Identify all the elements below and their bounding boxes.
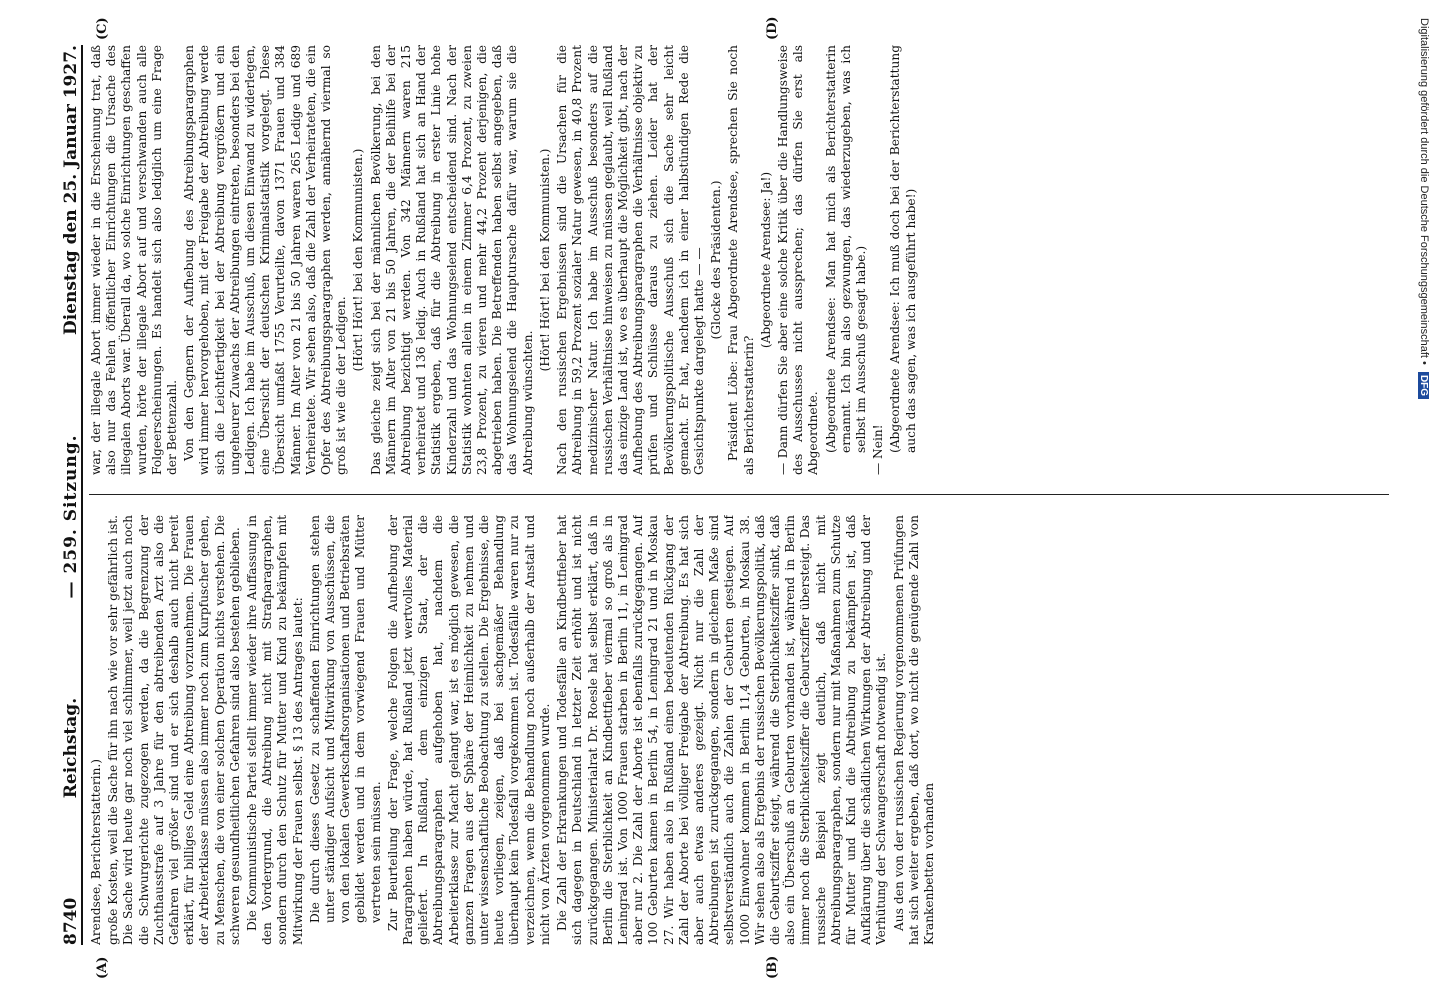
page-header [45, 45, 83, 945]
page-number: 8740 [61, 897, 81, 945]
credit-text: Digitalisierung gefördert durch die Deutsche Forschungsgemeinschaft • [1418, 18, 1430, 365]
paragraph: war, der illegale Abort immer wieder in die Erscheinung trat, daß also nur das Fehlen öffentlicher Einrichtungen die Ursache des illegalen Aborts war. Überall da, wo solche Einrichtungen geschaffen wurden, hörte der illegale Abort auf und verschwanden auch alle Folgeerscheinungen. Es handelt sich also lediglich um eine Frage der Bettenzahl. [89, 45, 180, 475]
session-date: Dienstag den 25. Januar 1927. [61, 45, 81, 336]
session-title: — 259. Sitzung. [61, 434, 81, 599]
paragraph: — Nein! [871, 424, 886, 475]
dfg-logo: DFG [1418, 372, 1429, 399]
document-page [45, 16, 1405, 979]
paragraph: große Kosten, weil die Sache für ihn nach wie vor sehr gefährlich ist. Die Sache wird heute gar noch viel schlimmer, weil jetzt auch noch die Schwurgerichte zugezogen werden, da die Begrenzung der Zuchthausstrafe auf 3 Jahre für den abtreibenden Arzt also die Gefahren viel größer sind und er sich deshalb auch nicht bereit erklärt, für billiges Geld eine Abtreibung vorzunehmen. Die Frauen der Arbeiterklasse müssen also immer noch zum Kurpfuscher gehen, zu Menschen, die von einer solchen Operation nichts verstehen. Die schweren gesundheitlichen Gefahren sind also bestehen geblieben. [106, 515, 242, 945]
column-divider [89, 494, 1389, 495]
paragraph: Zur Beurteilung der Frage, welche Folgen die Aufhebung der Paragraphen haben würde, hat Rußland jetzt wertvolles Material geliefert. In Rußland, dem einzigen Staat, der die Abtreibungsparagraphen aufgehoben hat, nachdem die Arbeiterklasse zur Macht gelangt war, ist es möglich gewesen, die ganzen Fragen aus der Sphäre der Heimlichkeit zu nehmen und unter wissenschaftliche Beobachtung zu stellen. Die Ergebnisse, die heute vorliegen, zeigen, daß bei sachgemäßer Behandlung überhaupt kein Todesfall vorgekommen ist. Todesfälle waren nur zu verzeichnen, wenn die Behandlung noch außerhalb der Anstalt und nicht von Ärzten vorgenommen wurde. [385, 515, 552, 945]
interjection: (Hört! Hört! bei den Kommunisten.) [537, 148, 552, 372]
paragraph: Die Kommunistische Partei stellt immer wieder ihre Auffassung in den Vordergrund, die Abtreibung nicht mit Strafparagraphen, sondern durch den Schutz für Mutter und Kind zu bekämpfen mit Mitwirkung der Frauen selbst. § 13 des Antrages lautet: [245, 515, 305, 945]
interjection: (Abgeordnete Arendsee: Ich muß doch bei der Berichterstattung auch das sagen, was ich ausgeführt habe!) [888, 45, 918, 453]
paragraph: Die Zahl der Erkrankungen und Todesfälle an Kindbettfieber hat sich dagegen in Deutschland in letzter Zeit erhöht und ist nicht zurückgegangen. Ministerialrat Dr. Roesle hat selbst erklärt, daß in Berlin die Sterblichkeit an Kindbettfieber viermal so groß als in Leningrad ist. Von 1000 Frauen starben in Berlin 11, in Leningrad aber nur 2. Die Zahl der Aborte ist ebenfalls zurückgegangen. Auf 100 Geburten kamen in Berlin 54, in Leningrad 21 und in Moskau 27. Wir haben also in Rußland einen bedeutenden Rückgang der Zahl der Aborte bei völliger Freigabe der Abtreibung. Es hat sich aber auch etwas anderes gezeigt. Nicht nur die Zahl der Abtreibungen ist zurückgegangen, sondern in gleichem Maße sind selbstverständlich auch die Zahlen der Geburten gestiegen. Auf 1000 Einwohner kommen in Berlin 11,4 Geburten, in Moskau 38. Wir sehen also als Ergebnis der russischen Bevölkerungspolitik, daß die Geburtsziffer steigt, während die Sterblichkeitsziffer sinkt, daß also ein Überschuß an Geburten vorhanden ist, während in Berlin immer noch die Sterblichkeitsziffer die Geburtsziffer übersteigt. Das russische Beispiel zeigt deutlich, daß nicht mit Abtreibungsparagraphen, sondern nur mit Maßnahmen zum Schutze für Mutter und Kind die Abtreibung zu bekämpfen ist, daß Aufklärung über die schädlichen Wirkungen der Abtreibung und der Verhütung der Schwangerschaft notwendig ist. [555, 515, 889, 945]
quoted-paragraph: Die durch dieses Gesetz zu schaffenden Einrichtungen stehen unter ständiger Aufsicht und Mitwirkung von Ausschüssen, die von den lokalen Gewerkschaftsorganisationen und Betriebsräten gebildet werden und in dem vorwiegend Frauen und Mütter vertreten sein müssen. [307, 515, 383, 923]
header-left: Reichstag. [61, 697, 81, 799]
president-remark: Präsident Löbe: Frau Abgeordnete Arendsee, sprechen Sie noch als Berichterstatterin? [726, 45, 756, 475]
margin-letter-a: (A) [95, 956, 110, 979]
text-column-right [89, 45, 1389, 475]
paragraph: Von den Gegnern der Aufhebung des Abtreibungsparagraphen wird immer hervorgehoben, mit der Freigabe der Abtreibung werde sich die Leichtfertigkeit bei der Abtreibung vergrößern und ein ungeheurer Zuwachs der Abtreibungen eintreten, besonders bei den Ledigen. Ich habe im Ausschuß, um diesen Einwand zu widerlegen, eine Übersicht der deutschen Kriminalstatistik vorgelegt. Diese Übersicht umfaßt 1755 Verurteilte, davon 1371 Frauen und 384 Männer. Im Alter von 21 bis 50 Jahren waren 265 Ledige und 689 Verheiratete. Wir sehen also, daß die Zahl der Verheirateten, die ein Opfer des Abtreibungsparagraphen werden, annähernd viermal so groß ist wie die der Ledigen. [182, 45, 349, 475]
paragraph: Aus den von der russischen Regierung vorgenommenen Prüfungen hat sich weiter ergeben, daß dort, wo nicht die genügende Zahl von Krankenbetten vorhanden [891, 515, 936, 945]
margin-letter-d: (D) [765, 16, 780, 40]
paragraph: — Dann dürfen Sie aber eine solche Kritik über die Handlungsweise des Ausschusses nicht aussprechen; das dürfen Sie erst als Abgeordnete. [775, 45, 821, 475]
speaker-line: Arendsee, Berichterstatterin.) [89, 758, 103, 945]
paragraph: Das gleiche zeigt sich bei der männlichen Bevölkerung, bei den Männern im Alter von 21 bis 50 Jahren, die der Beihilfe bei der Abtreibung bezichtigt werden. Von 342 Männern waren 215 verheiratet und 136 ledig. Auch in Rußland hat sich an Hand der Statistik ergeben, daß für die Abtreibung in erster Linie hohe Kinderzahl und das Wohnungselend entscheidend sind. Nach der Statistik wohnten allein in einem Zimmer 6,4 Prozent, zu zweien 23,8 Prozent, zu vieren und mehr 44,2 Prozent derjenigen, die abgetrieben haben. Die Betreffenden haben selbst angegeben, daß das Wohnungselend die Hauptursache dafür war, warum sie die Abtreibung wünschten. [368, 45, 535, 475]
margin-letter-b: (B) [765, 955, 780, 979]
text-column-left [89, 515, 1389, 945]
paragraph: Nach den russischen Ergebnissen sind die Ursachen für die Abtreibung in 59,2 Prozent sozialer Natur gewesen, in 40,8 Prozent medizinischer Natur. Ich habe im Ausschuß besonders auf die russischen Verhältnisse hinweisen zu müssen geglaubt, weil Rußland das einzige Land ist, wo es überhaupt die Möglichkeit gibt, nach der Aufhebung des Abtreibungsparagraphen die Verhältnisse objektiv zu prüfen und Schlüsse daraus zu ziehen. Leider hat der Bevölkerungspolitische Ausschuß sich die Sache sehr leicht gemacht. Er hat, nachdem ich in einer halbstündigen Rede die Gesichtspunkte dargelegt hatte — — [555, 45, 706, 475]
margin-letter-c: (C) [95, 17, 110, 40]
interjection: (Abgeordnete Arendsee: Ja!) [758, 171, 773, 349]
interjection: (Glocke des Präsidenten.) [709, 180, 724, 340]
digitization-credit [1414, 8, 1432, 988]
interjection: (Abgeordnete Arendsee: Man hat mich als Berichterstatterin ernannt. Ich bin also gezwungen, das wiederzugeben, was ich selbst im Ausschuß gesagt habe.) [823, 45, 868, 453]
interjection: (Hört! Hört! bei den Kommunisten.) [351, 148, 366, 372]
